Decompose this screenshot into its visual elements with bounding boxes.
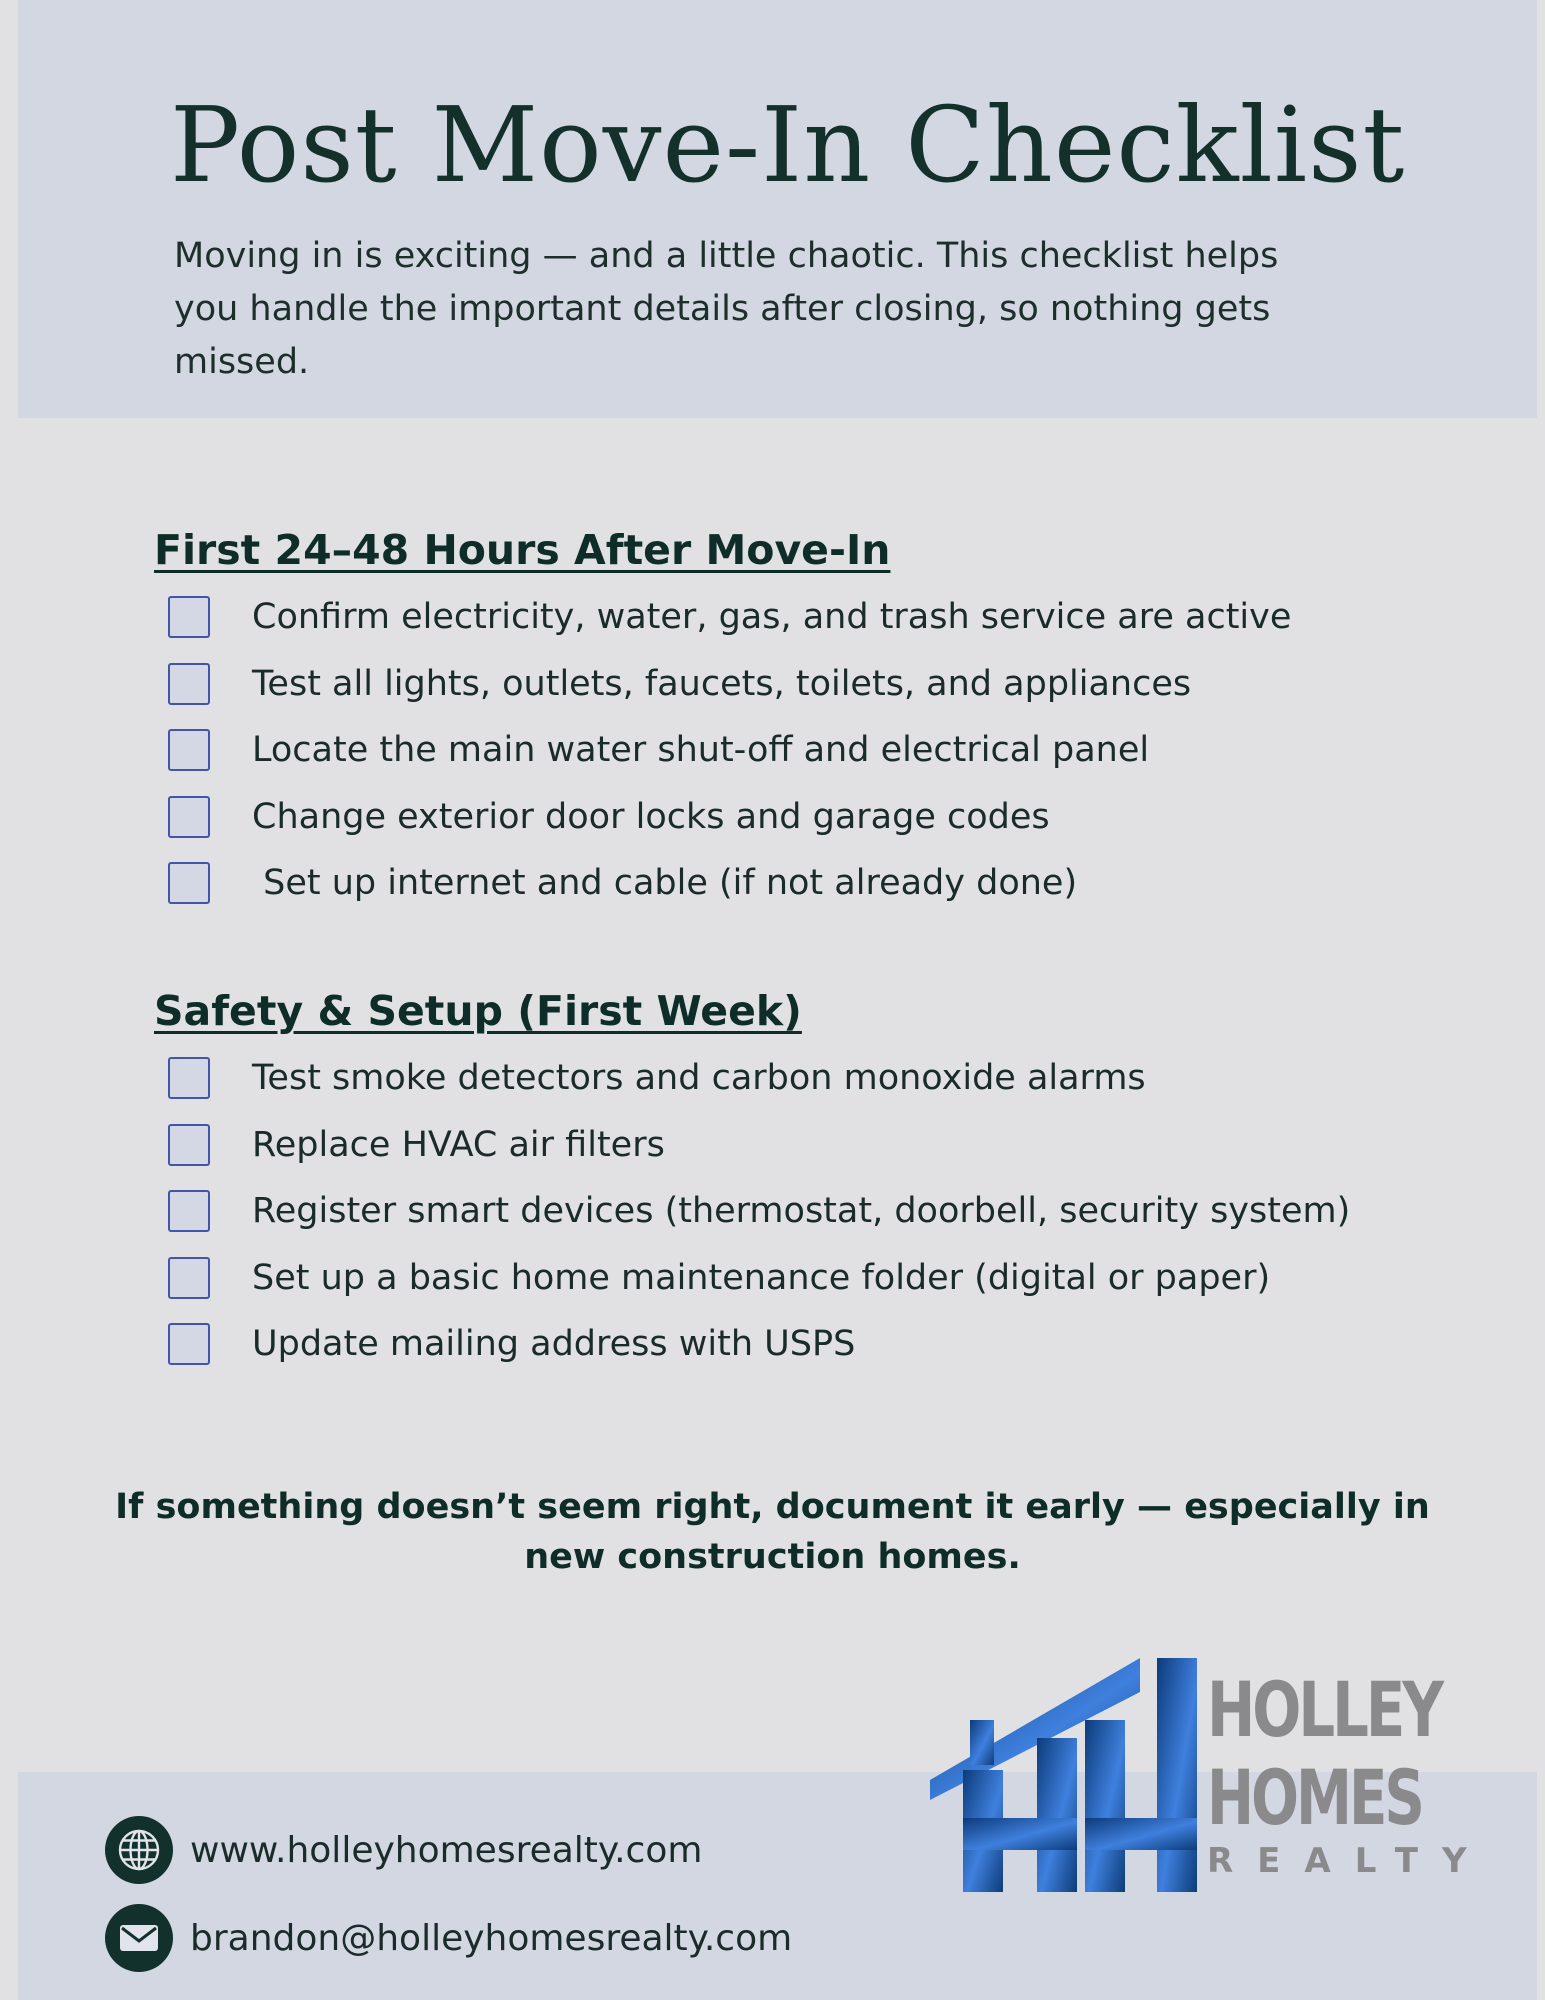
checklist-item-label: Set up internet and cable (if not already done) [252, 863, 1078, 904]
website-text: www.holleyhomesrealty.com [190, 1829, 703, 1871]
checklist-item [168, 1112, 1350, 1179]
checklist-item [168, 1311, 1350, 1378]
callout-note: If something doesn’t seem right, document it early — especially in new construction homes. [115, 1487, 1430, 1577]
checklist-item-label: Replace HVAC air filters [252, 1124, 665, 1165]
globe-icon [105, 1816, 173, 1884]
company-logo [925, 1650, 1491, 1895]
page-title: Post Move-In Checklist [170, 84, 1406, 206]
checklist-item-label: Register smart devices (thermostat, doorbell, security system) [252, 1191, 1351, 1232]
logo-house-icon [925, 1650, 1205, 1895]
checklist-item-label: Locate the main water shut-off and electrical panel [252, 730, 1150, 771]
checkbox[interactable] [168, 862, 210, 904]
checklist-item-label: Test smoke detectors and carbon monoxide alarms [252, 1058, 1146, 1099]
checkbox[interactable] [168, 1257, 210, 1299]
checkbox[interactable] [168, 1323, 210, 1365]
checklist-item [168, 1245, 1350, 1312]
email-link[interactable] [105, 1904, 792, 1972]
envelope-icon [105, 1904, 173, 1972]
checklist-first-48-hours [168, 584, 1291, 917]
intro-text: Moving in is exciting — and a little chaotic. This checklist helps you handle the important details after closing, so nothing gets missed. [174, 236, 1279, 382]
checkbox[interactable] [168, 1057, 210, 1099]
logo-text-realty: REALTY [1207, 1841, 1491, 1881]
checkbox[interactable] [168, 1124, 210, 1166]
checklist-item [168, 584, 1291, 651]
checklist-item [168, 784, 1291, 851]
checklist-item [168, 651, 1291, 718]
checkbox[interactable] [168, 663, 210, 705]
checklist-item-label: Confirm electricity, water, gas, and trash service are active [252, 597, 1292, 638]
checklist-item-label: Update mailing address with USPS [252, 1324, 856, 1365]
website-link[interactable] [105, 1816, 702, 1884]
checklist-item [168, 850, 1291, 917]
checklist-first-week [168, 1045, 1350, 1378]
checkbox[interactable] [168, 796, 210, 838]
logo-text-homes: HOMES [1207, 1753, 1422, 1842]
section-heading-first-week: Safety & Setup (First Week) [154, 987, 802, 1035]
checklist-item-label: Change exterior door locks and garage codes [252, 796, 1050, 837]
logo-text-holley: HOLLEY [1207, 1665, 1442, 1754]
checkbox[interactable] [168, 729, 210, 771]
email-text: brandon@holleyhomesrealty.com [190, 1917, 793, 1959]
checkbox[interactable] [168, 596, 210, 638]
checklist-item-label: Test all lights, outlets, faucets, toilets, and appliances [252, 663, 1192, 704]
checklist-item [168, 717, 1291, 784]
checkbox[interactable] [168, 1190, 210, 1232]
checklist-item-label: Set up a basic home maintenance folder (digital or paper) [252, 1257, 1271, 1298]
checklist-item [168, 1178, 1350, 1245]
checklist-item [168, 1045, 1350, 1112]
section-heading-first-48-hours: First 24–48 Hours After Move-In [154, 526, 891, 574]
